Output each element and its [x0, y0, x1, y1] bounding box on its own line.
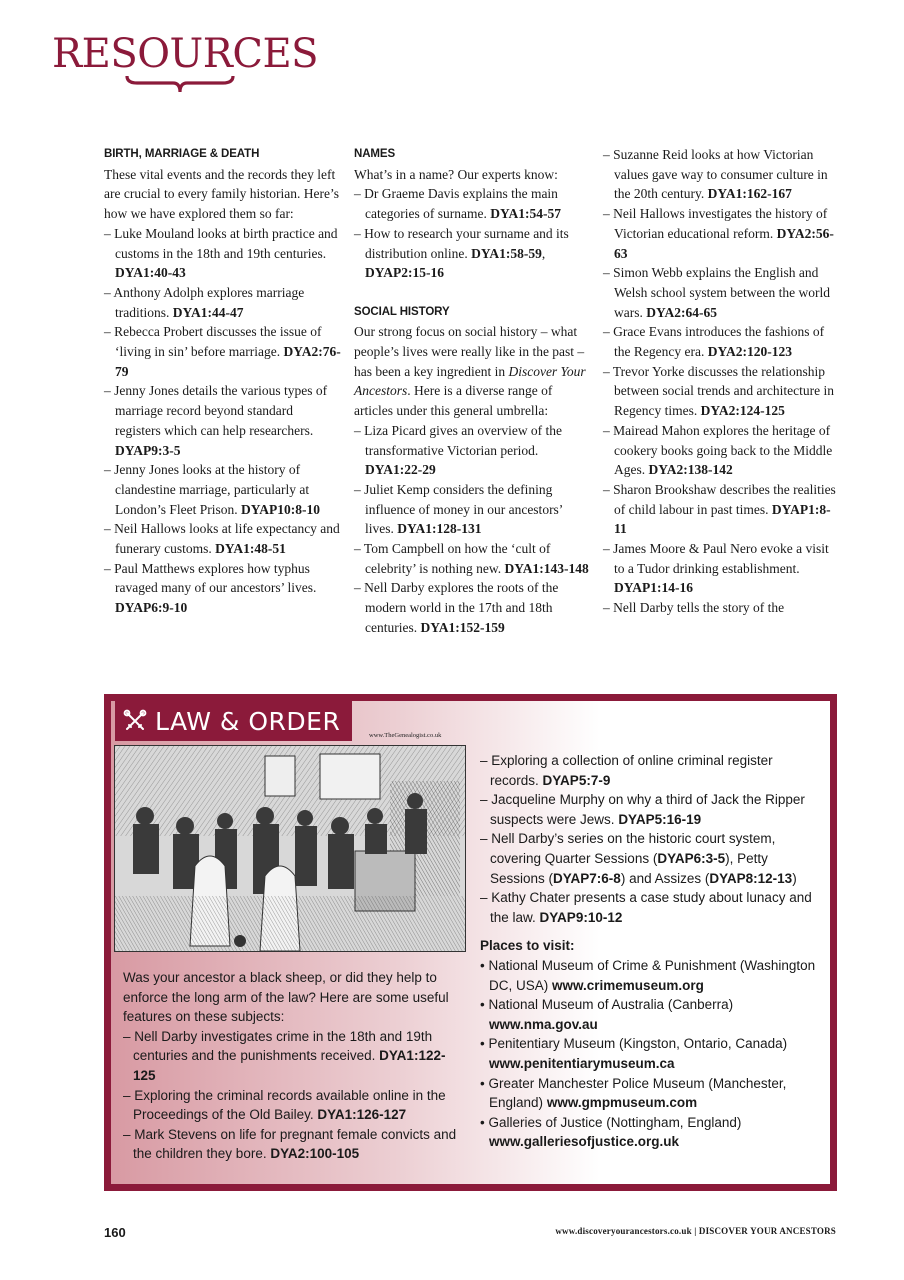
list-item: – Juliet Kemp considers the defining influence of money in our ancestors’ lives. DYA1:128-131	[354, 480, 592, 539]
list-item: – Exploring a collection of online criminal register records. DYAP5:7-9	[480, 751, 825, 790]
list-item: – Simon Webb explains the English and Welsh school system between the world wars. DYA2:64-65	[603, 263, 841, 322]
list-item: – Trevor Yorke discusses the relationship between social trends and architecture in Regency times. DYA2:124-125	[603, 362, 841, 421]
section-intro: Our strong focus on social history – what people’s lives were really like in the past – has been a key ingredient in Discover Your Ancestors. Here is a diverse range of articles under this general umbrella:	[354, 324, 586, 419]
list-item: – Anthony Adolph explores marriage traditions. DYA1:44-47	[104, 283, 342, 322]
list-item: – Jenny Jones looks at the history of clandestine marriage, particularly at London’s Fleet Prison. DYAP10:8-10	[104, 460, 342, 519]
list-item: – Nell Darby investigates crime in the 18th and 19th centuries and the punishments received. DYA1:122-125	[123, 1027, 463, 1086]
list-item: – Nell Darby’s series on the historic court system, covering Quarter Sessions (DYAP6:3-5), Petty Sessions (DYAP7:6-8) and Assizes (DYAP8:12-13)	[480, 829, 825, 888]
law-title-bar	[115, 701, 352, 741]
law-right-text	[480, 751, 825, 1152]
list-item: – Nell Darby tells the story of the	[603, 598, 841, 618]
place-link[interactable]: www.galleriesofjustice.org.uk	[489, 1134, 680, 1150]
list-item: – Paul Matthews explores how typhus ravaged many of our ancestors’ lives. DYAP6:9-10	[104, 559, 342, 618]
list-item: – Jenny Jones details the various types of marriage record beyond standard registers which can help researchers. DYAP9:3-5	[104, 381, 342, 460]
place-item: • Galleries of Justice (Nottingham, England) www.galleriesofjustice.org.uk	[480, 1113, 825, 1152]
list-item: – Exploring the criminal records available online in the Proceedings of the Old Bailey. DYA1:126-127	[123, 1086, 463, 1125]
law-left-text	[123, 968, 463, 1164]
footer-site[interactable]: www.discoveryourancestors.co.uk | DISCOVER YOUR ANCESTORS	[555, 1226, 836, 1236]
section-heading: NAMES	[354, 148, 396, 160]
column-birth-marriage-death	[104, 145, 342, 618]
page-header	[52, 31, 319, 77]
list-item: – Tom Campbell on how the ‘cult of celebrity’ is nothing new. DYA1:143-148	[354, 539, 592, 578]
law-and-order-panel	[104, 694, 837, 1191]
section-intro: What’s in a name? Our experts know:	[354, 166, 558, 182]
place-item: • National Museum of Crime & Punishment (Washington DC, USA) www.crimemuseum.org	[480, 956, 825, 995]
place-link[interactable]: www.gmpmuseum.com	[546, 1095, 698, 1111]
list-item: – Neil Hallows investigates the history of Victorian educational reform. DYA2:56-63	[603, 204, 841, 263]
list-item: – Nell Darby explores the roots of the modern world in the 17th and 18th centuries. DYA1:152-159	[354, 578, 592, 637]
list-item: – Luke Mouland looks at birth practice and customs in the 18th and 19th centuries. DYA1:40-43	[104, 224, 342, 283]
page-number: 160	[104, 1225, 126, 1240]
list-item: – Kathy Chater presents a case study about lunacy and the law. DYAP9:10-12	[480, 888, 825, 927]
section-heading: BIRTH, MARRIAGE & DEATH	[104, 148, 260, 160]
place-item: • Greater Manchester Police Museum (Manchester, England) www.gmpmuseum.com	[480, 1074, 825, 1113]
list-item: – Rebecca Probert discusses the issue of ‘living in sin’ before marriage. DYA2:76-79	[104, 322, 342, 381]
list-item: – Jacqueline Murphy on why a third of Jack the Ripper suspects were Jews. DYAP5:16-19	[480, 790, 825, 829]
crossed-keys-icon	[123, 709, 147, 733]
list-item: – Liza Picard gives an overview of the transformative Victorian period. DYA1:22-29	[354, 421, 592, 480]
section-intro: These vital events and the records they left are crucial to every family historian. Here’s how we have explored them so far:	[104, 166, 340, 222]
list-item: – Mairead Mahon explores the heritage of cookery books going back to the Middle Ages. DYA2:138-142	[603, 421, 841, 480]
place-link[interactable]: www.penitentiarymuseum.ca	[489, 1055, 675, 1071]
section-heading: SOCIAL HISTORY	[354, 305, 450, 318]
list-item: – Mark Stevens on life for pregnant female convicts and the children they bore. DYA2:100-105	[123, 1125, 463, 1164]
list-item: – Dr Graeme Davis explains the main categories of surname. DYA1:54-57	[354, 184, 592, 223]
place-item: • National Museum of Australia (Canberra) www.nma.gov.au	[480, 995, 825, 1034]
law-intro: Was your ancestor a black sheep, or did they help to enforce the long arm of the law? Here are some useful features on these subjects:	[123, 970, 449, 1025]
place-link[interactable]: www.nma.gov.au	[489, 1016, 598, 1032]
column-names-social-history	[354, 145, 592, 638]
list-item: – James Moore & Paul Nero evoke a visit to a Tudor drinking establishment. DYAP1:14-16	[603, 539, 841, 598]
list-item: – Neil Hallows looks at life expectancy and funerary customs. DYA1:48-51	[104, 519, 342, 558]
law-title: LAW & ORDER	[155, 706, 341, 736]
list-item: – Suzanne Reid looks at how Victorian values gave way to consumer culture in the 20th century. DYA1:162-167	[603, 145, 841, 204]
brace-ornament-icon	[125, 74, 235, 96]
place-item: • Penitentiary Museum (Kingston, Ontario, Canada) www.penitentiarymuseum.ca	[480, 1034, 825, 1073]
list-item: – Grace Evans introduces the fashions of the Regency era. DYA2:120-123	[603, 322, 841, 361]
column-social-history-cont	[603, 145, 841, 618]
courtroom-engraving-image	[114, 745, 466, 952]
places-heading: Places to visit:	[480, 938, 575, 954]
image-credit: www.TheGenealogist.co.uk	[369, 732, 442, 739]
list-item: – How to research your surname and its distribution online. DYA1:58-59, DYAP2:15-16	[354, 224, 592, 283]
list-item: – Sharon Brookshaw describes the realities of child labour in past times. DYAP1:8-11	[603, 480, 841, 539]
place-link[interactable]: www.crimemuseum.org	[552, 977, 704, 993]
page-title: RESOURCES	[52, 31, 319, 77]
